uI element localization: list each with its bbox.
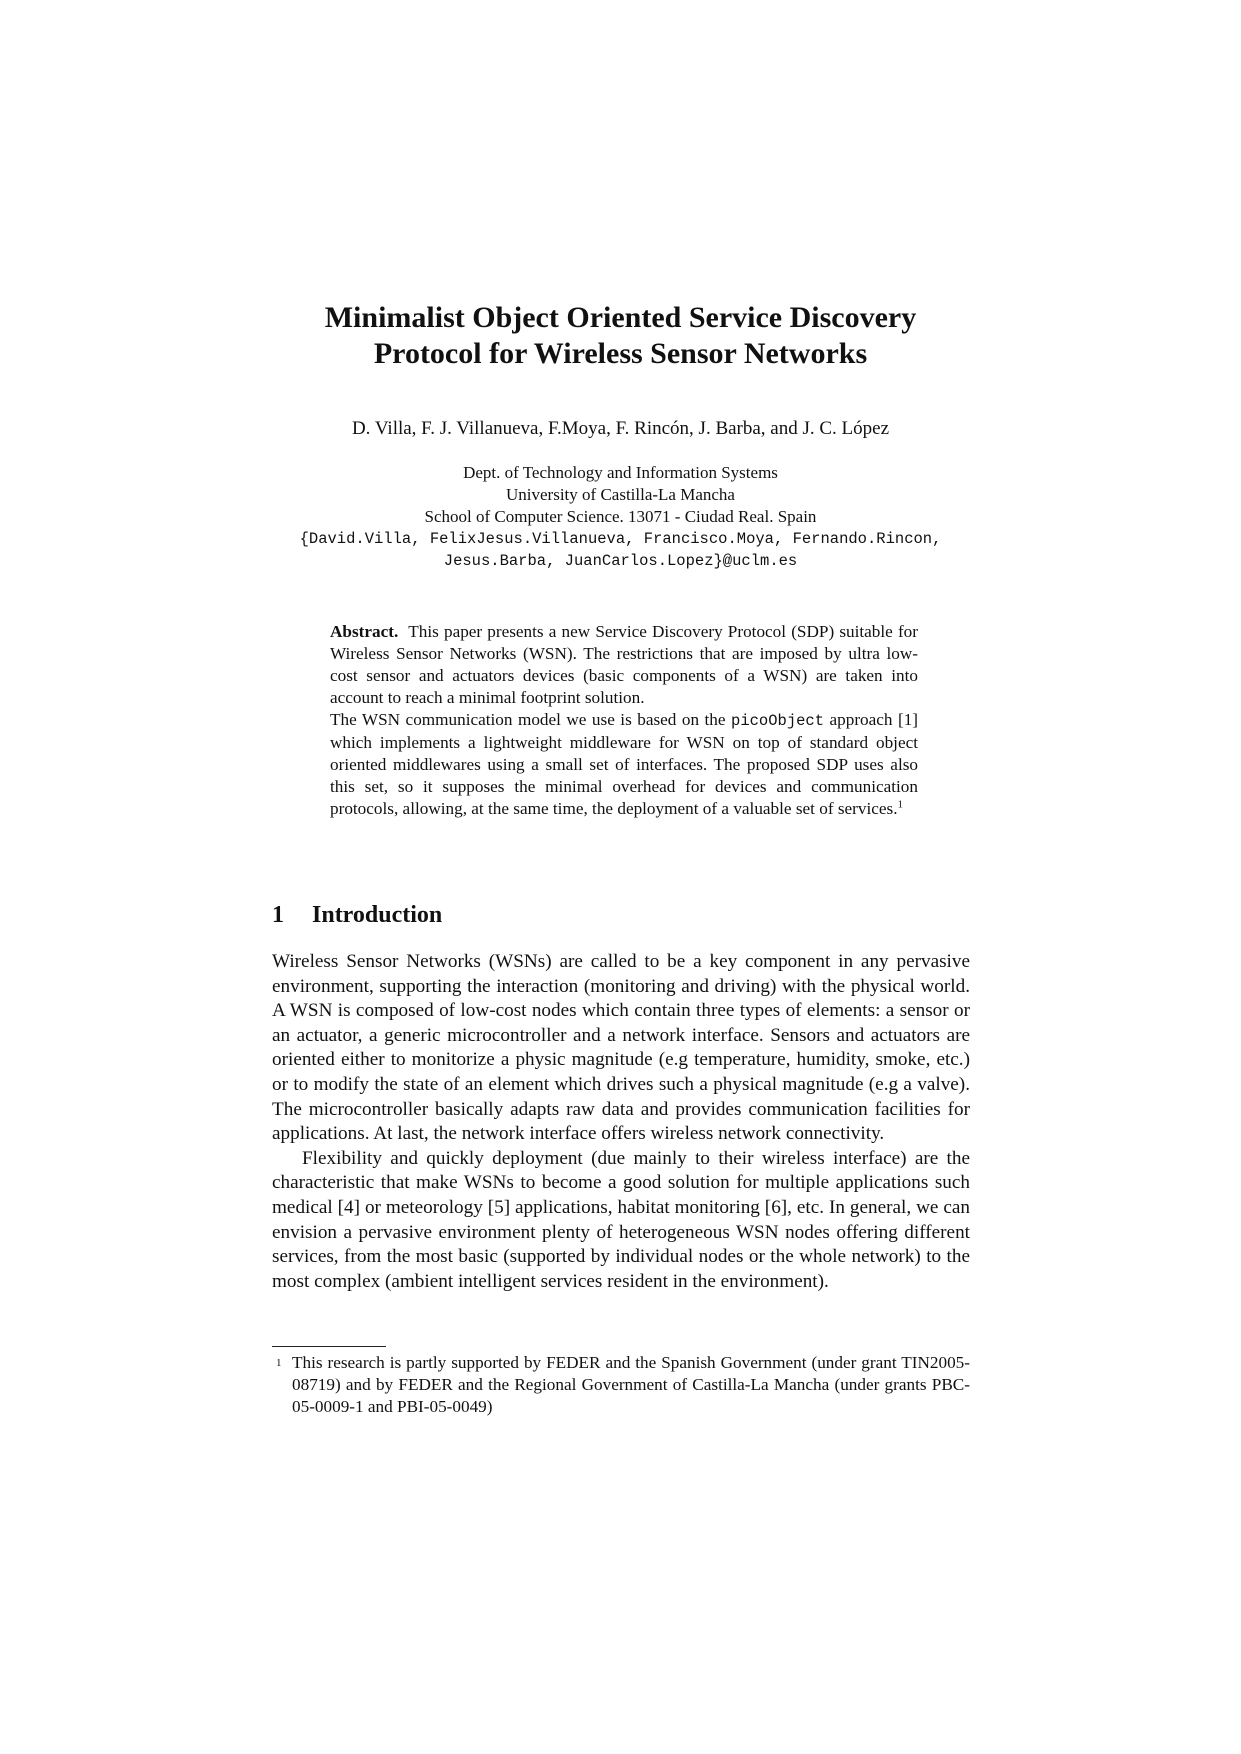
body-paragraph-1: Wireless Sensor Networks (WSNs) are called to be a key component in any pervasive environment, supporting the interaction (monitoring and driving) with the physical world. A WSN is composed of low-cost nodes which contain three types of elements: a sensor or an actuator, a generic microcontroller and a network interface. Sensors and actuators are oriented either to monitorize a physic magnitude (e.g temperature, humidity, smoke, etc.) or to modify the state of an element which drives such a physical magnitude (e.g a valve). The microcontroller basically adapts raw data and provides communication facilities for applications. At last, the network interface offers wireless network connectivity. xyxy=(272,951,970,1145)
section-title: Introduction xyxy=(312,902,443,928)
abstract-paragraph-1 xyxy=(330,621,918,709)
abstract-code-picoobject: picoObject xyxy=(731,712,825,730)
affiliation-university: University of Castilla-La Mancha xyxy=(506,485,735,504)
abstract-text-1: This paper presents a new Service Discovery Protocol (SDP) suitable for Wireless Sensor Networks (WSN). The restrictions that are imposed by ultra low-cost sensor and actuators devices (basic components of a WSN) are taken into account to reach a minimal footprint solution. xyxy=(330,622,918,707)
body-paragraph-2: Flexibility and quickly deployment (due mainly to their wireless interface) are the characteristic that make WSNs to become a good solution for multiple applications such medical [4] or meteorology [5] applications, habitat monitoring [6], etc. In general, we can envision a pervasive environment plenty of heterogeneous WSN nodes offering different services, from the most basic (supported by individual nodes or the whole network) to the most complex (ambient intelligent services resident in the environment). xyxy=(272,1147,970,1292)
paper-title xyxy=(0,300,1241,372)
affiliation-department: Dept. of Technology and Information Systems xyxy=(463,463,778,482)
body-text xyxy=(272,950,970,1294)
title-line-1: Minimalist Object Oriented Service Discovery xyxy=(324,301,917,334)
abstract-footnote-mark: 1 xyxy=(897,798,903,811)
abstract-text-2a: The WSN communication model we use is based on the xyxy=(330,710,726,729)
section-heading-introduction xyxy=(272,902,442,929)
author-emails-line-2: Jesus.Barba, JuanCarlos.Lopez}@uclm.es xyxy=(443,552,798,570)
abstract-text-2b: approach [1] which implements a lightweight middleware for WSN on top of standard object oriented middlewares using a small set of interfaces. The proposed SDP uses also this set, so it supposes the minimal overhead for devices and communication protocols, allowing, at the same time, the deployment of a valuable set of services. xyxy=(330,710,919,818)
abstract-label: Abstract. xyxy=(330,622,399,641)
author-emails-line-1: {David.Villa, FelixJesus.Villanueva, Francisco.Moya, Fernando.Rincon, xyxy=(299,530,942,548)
footnote-text: This research is partly supported by FEDER and the Spanish Government (under grant TIN2005-08719) and by FEDER and the Regional Government of Castilla-La Mancha (under grants PBC-05-0009-1 and PBI-05-0049) xyxy=(292,1353,970,1416)
author-list: D. Villa, F. J. Villanueva, F.Moya, F. Rincón, J. Barba, and J. C. López xyxy=(351,418,890,439)
affiliation-block xyxy=(0,462,1241,572)
footnote-rule xyxy=(272,1346,386,1347)
affiliation-address: School of Computer Science. 13071 - Ciudad Real. Spain xyxy=(424,507,817,526)
abstract-paragraph-2 xyxy=(330,709,918,820)
title-line-2: Protocol for Wireless Sensor Networks xyxy=(373,337,868,370)
section-number: 1 xyxy=(272,902,284,928)
abstract xyxy=(330,621,918,820)
footnote xyxy=(272,1352,970,1418)
footnote-mark: 1 xyxy=(276,1357,282,1369)
